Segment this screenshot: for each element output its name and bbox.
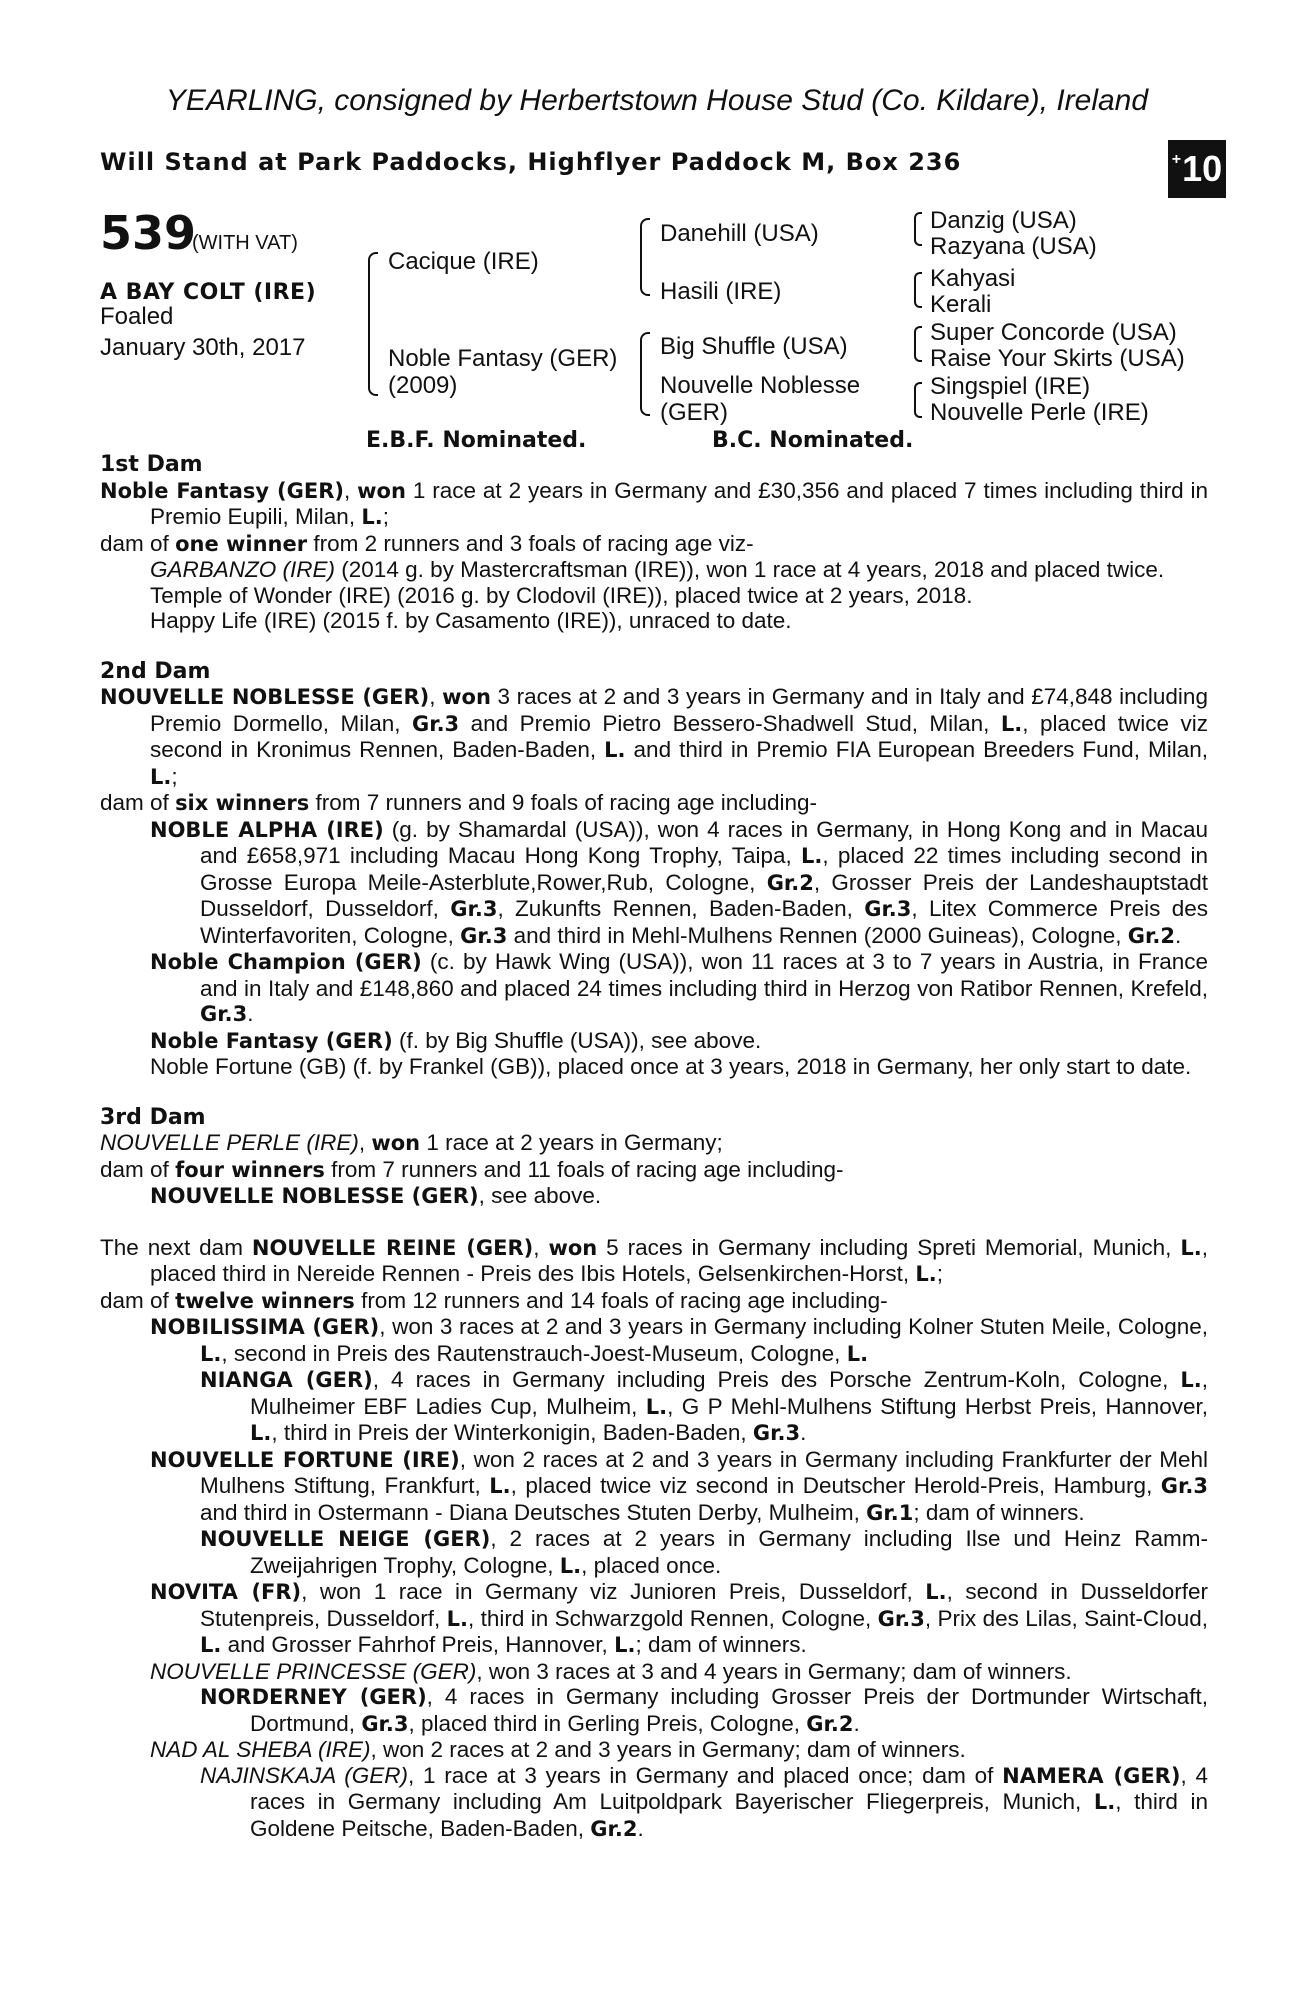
- foaled-date: January 30th, 2017: [100, 334, 306, 361]
- text: (f. by Big Shuffle (USA)), see above.: [398, 1027, 762, 1053]
- text: , third in Preis der Winterkonigin, Baden-Baden,: [271, 1420, 747, 1445]
- produce-entry: [100, 1526, 1208, 1579]
- badge-plus: +: [1171, 151, 1182, 168]
- ebf-nominated: E.B.F. Nominated.: [366, 428, 587, 453]
- text: , third in Schwarzgold Rennen, Cologne,: [467, 1605, 872, 1631]
- pedigree-dds: Singspiel (IRE): [930, 373, 1091, 400]
- produce-entry: [100, 1763, 1208, 1843]
- won-label: won: [548, 1235, 598, 1260]
- text: dam of: [100, 530, 169, 556]
- text: , G P Mehl-Mulhens Stiftung Herbst Preis, Hannover,: [667, 1393, 1208, 1419]
- text: , see above.: [478, 1183, 602, 1208]
- pedigree-sire: Cacique (IRE): [388, 248, 539, 275]
- listed-tag: L.: [846, 1341, 869, 1366]
- pedigree-sds: Kahyasi: [930, 265, 1016, 292]
- produce-entry: [100, 1183, 1208, 1210]
- bc-nominated: B.C. Nominated.: [712, 428, 914, 453]
- listed-tag: L.: [800, 844, 823, 868]
- winners-count: four winners: [175, 1157, 325, 1182]
- text: ;: [936, 1261, 943, 1286]
- won-label: won: [357, 478, 406, 503]
- grade-tag: Gr.3: [1160, 1474, 1208, 1498]
- produce-entry: [100, 1684, 1208, 1737]
- listed-tag: L.: [915, 1262, 937, 1286]
- grade-tag: Gr.2: [590, 1816, 638, 1841]
- text: , placed third in Gerling Preis, Cologne,: [408, 1710, 800, 1736]
- grade-tag: Gr.3: [864, 897, 912, 921]
- pedigree-dsd: Raise Your Skirts (USA): [930, 345, 1185, 372]
- horse-name: NOBILISSIMA (GER): [150, 1315, 380, 1339]
- text: , won 1 race in Germany viz Junioren Preis, Dusseldorf,: [301, 1579, 913, 1604]
- horse-name: NOBLE ALPHA (IRE): [150, 817, 384, 842]
- horse-name: NAMERA (GER): [1002, 1763, 1181, 1788]
- pedigree-bracket-ds: [914, 326, 922, 362]
- text: dam of: [100, 1156, 169, 1182]
- horse-name: NAJINSKAJA (GER): [200, 1762, 408, 1788]
- third-dam-name: NOUVELLE PERLE (IRE): [100, 1130, 359, 1155]
- produce-entry: Temple of Wonder (IRE) (2016 g. by Clodovil (IRE)), placed twice at 2 years, 2018.: [150, 582, 973, 608]
- second-dam-produce-summary: [100, 790, 1208, 817]
- produce-entry: [100, 1314, 1208, 1367]
- pedigree-ddd: Nouvelle Perle (IRE): [930, 399, 1149, 426]
- pedigree-sdd: Kerali: [930, 291, 992, 318]
- text: and third in Mehl-Mulhens Rennen (2000 Guineas), Cologne,: [513, 922, 1122, 948]
- pedigree-dam: Noble Fantasy (GER): [388, 345, 618, 372]
- text: 1 race at 2 years in Germany;: [426, 1130, 723, 1155]
- text: The next dam: [100, 1234, 243, 1260]
- text: , won 2 races at 2 and 3 years in Germany; dam of winners.: [370, 1737, 966, 1762]
- winners-count: one winner: [175, 531, 308, 556]
- foaled-label: Foaled: [100, 303, 174, 330]
- produce-entry: [100, 1659, 1208, 1685]
- first-dam-record: Noble Fantasy (GER), won 1 race at 2 years in Germany and £30,356 and placed 7 times including third in Premio Eupili, Milan, L.;: [100, 477, 1208, 529]
- pedigree-sire-dam: Hasili (IRE): [660, 278, 782, 305]
- text: and third in Ostermann - Diana Deutsches Stuten Derby, Mulheim,: [200, 1499, 860, 1525]
- text: , Grosser Preis der Landeshauptstadt Dusseldorf, Dusseldorf,: [200, 869, 1208, 921]
- winners-count: twelve winners: [175, 1288, 355, 1313]
- second-dam-name: NOUVELLE NOBLESSE (GER): [100, 685, 430, 709]
- produce-entry: [100, 1028, 1208, 1055]
- produce-entry: [100, 1579, 1208, 1659]
- text: 3 races at 2 and 3 years in Germany and in Italy and £74,848 including Premio Dormello, Milan,: [150, 684, 1208, 736]
- pedigree-bracket-dd: [914, 382, 922, 418]
- second-dam-heading: 2nd Dam: [100, 658, 211, 684]
- horse-name: NOUVELLE NEIGE (GER): [200, 1527, 491, 1551]
- horse-name: NORDERNEY (GER): [200, 1685, 427, 1709]
- pedigree-bracket-sd: [914, 272, 922, 308]
- listed-tag: L.: [925, 1580, 947, 1604]
- next-dam-record: The next dam NOUVELLE REINE (GER), won 5 races in Germany including Spreti Memorial, Munich, L., placed third in Nereide Rennen - Preis des Ibis Hotels, Gelsenkirchen-Horst, L.;: [100, 1234, 1208, 1286]
- horse-name: NIANGA (GER): [200, 1368, 373, 1392]
- produce-entry: [100, 1367, 1208, 1447]
- text: , Prix des Lilas, Saint-Cloud,: [924, 1605, 1208, 1631]
- text: (c. by Hawk Wing (USA)), won 11 races at 3 to 7 years in Austria, in France and in Italy and £148,860 and placed 24 times including third in Herzog von Ratibor Rennen, Krefeld,: [200, 949, 1208, 1001]
- text: .: [853, 1710, 860, 1736]
- pedigree-bracket-main: [368, 252, 378, 396]
- text: , 2 races at 2 years in Germany including Ilse und Heinz Ramm-Zweijahrigen Trophy, Cologne,: [250, 1526, 1208, 1578]
- horse-name: NAD AL SHEBA (IRE): [150, 1737, 371, 1762]
- listed-tag: L.: [1180, 1235, 1202, 1260]
- listed-tag: L.: [200, 1633, 222, 1657]
- horse-name: NOVITA (FR): [150, 1580, 302, 1604]
- listed-tag: L.: [150, 764, 172, 789]
- text: , placed once.: [581, 1552, 722, 1578]
- grade-tag: Gr.2: [766, 870, 814, 895]
- pedigree-dam-dam-country: (GER): [660, 399, 728, 426]
- listed-tag: L.: [250, 1421, 272, 1445]
- text: , won 3 races at 3 and 4 years in Germany; dam of winners.: [476, 1658, 1072, 1684]
- text: (g. by Shamardal (USA)), won 4 races in Germany, in Hong Kong and in Macau and £658,971 including Macau Hong Kong Trophy, Taipa,: [200, 816, 1208, 868]
- listed-tag: L.: [200, 1341, 222, 1366]
- grade-tag: Gr.2: [1127, 923, 1175, 948]
- grade-tag: Gr.3: [752, 1421, 801, 1445]
- text: and Premio Pietro Bessero-Shadwell Stud, Milan,: [470, 710, 990, 736]
- pedigree-dss: Super Concorde (USA): [930, 319, 1177, 346]
- grade-tag: Gr.3: [460, 923, 508, 948]
- pedigree-sss: Danzig (USA): [930, 207, 1077, 234]
- text: , second in Preis des Rautenstrauch-Joest-Museum, Cologne,: [221, 1340, 841, 1366]
- produce-entry: Noble Fortune (GB) (f. by Frankel (GB)), placed once at 3 years, 2018 in Germany, her only start to date.: [150, 1054, 1192, 1079]
- grade-tag: Gr.3: [200, 1002, 248, 1026]
- grade-tag: Gr.1: [866, 1500, 914, 1525]
- text: , won 3 races at 2 and 3 years in Germany including Kolner Stuten Meile, Cologne,: [379, 1314, 1208, 1339]
- grade-tag: Gr.3: [450, 897, 498, 921]
- text: 1 race at 2 years in Germany and £30,356 and placed 7 times including third in Premio Eupili, Milan,: [150, 477, 1208, 529]
- produce-entry: [100, 1737, 1208, 1763]
- next-dam-produce-summary: [100, 1288, 1208, 1315]
- stand-location: Will Stand at Park Paddocks, Highflyer Paddock M, Box 236: [100, 148, 962, 176]
- horse-name: Noble Fantasy (GER): [150, 1028, 393, 1053]
- text: and Grosser Fahrhof Preis, Hannover,: [227, 1632, 608, 1657]
- listed-tag: L.: [361, 505, 383, 529]
- pedigree-bracket-dam: [640, 332, 650, 416]
- pedigree-dam-dam: Nouvelle Noblesse: [660, 372, 861, 399]
- text: ;: [171, 763, 178, 789]
- first-dam-produce-summary: [100, 531, 1208, 558]
- produce-entry: [100, 1447, 1208, 1527]
- catalogue-body: [100, 452, 1208, 1842]
- text: .: [637, 1815, 644, 1841]
- text: from 7 runners and 11 foals of racing age including-: [331, 1156, 844, 1182]
- text: , 4 races in Germany including Am Luitpoldpark Bayerischer Fliegerpreis, Munich,: [250, 1762, 1208, 1814]
- next-dam-name: NOUVELLE REINE (GER): [251, 1235, 534, 1260]
- grade-tag: Gr.2: [806, 1711, 854, 1736]
- listed-tag: L.: [559, 1553, 582, 1578]
- lot-badge: [1168, 140, 1226, 198]
- third-dam-produce-summary: [100, 1157, 1208, 1184]
- winners-count: six winners: [175, 791, 310, 815]
- first-dam-name: Noble Fantasy (GER): [100, 478, 344, 503]
- horse-name: NOUVELLE FORTUNE (IRE): [150, 1447, 460, 1472]
- text: , placed twice viz second in Deutscher Herold-Preis, Hamburg,: [510, 1473, 1153, 1498]
- third-dam-record: NOUVELLE PERLE (IRE), won 1 race at 2 years in Germany;: [100, 1130, 723, 1155]
- listed-tag: L.: [446, 1606, 468, 1631]
- first-dam-heading: 1st Dam: [100, 452, 203, 477]
- produce-entry: [100, 817, 1208, 950]
- grade-tag: Gr.3: [411, 711, 460, 736]
- pedigree-bracket-sire: [640, 218, 650, 296]
- pedigree-dam-sire: Big Shuffle (USA): [660, 333, 848, 360]
- grade-tag: Gr.3: [361, 1711, 409, 1736]
- horse-name: NOUVELLE NOBLESSE (GER): [150, 1184, 479, 1208]
- text: , Litex Commerce Preis des Winterfavoriten, Cologne,: [200, 896, 1208, 948]
- badge-number: 10: [1182, 148, 1223, 189]
- text: , 4 races in Germany including Grosser Preis der Dortmunder Wirtschaft, Dortmund,: [250, 1684, 1209, 1736]
- won-label: won: [442, 685, 491, 709]
- text: (2014 g. by Mastercraftsman (IRE)), won 1 race at 4 years, 2018 and placed twice.: [341, 557, 1165, 582]
- text: , placed third in Nereide Rennen - Preis des Ibis Hotels, Gelsenkirchen-Horst,: [150, 1234, 1208, 1286]
- text: dam of: [100, 790, 169, 815]
- listed-tag: L.: [645, 1394, 668, 1419]
- horse-name: GARBANZO (IRE): [150, 557, 336, 582]
- lot-number: 539: [100, 206, 197, 260]
- third-dam-heading: 3rd Dam: [100, 1104, 206, 1130]
- listed-tag: L.: [614, 1633, 636, 1657]
- text: , placed 22 times including second in Grosse Europa Meile-Asterblute,Rower,Rub, Cologne,: [200, 843, 1208, 895]
- second-dam-record: NOUVELLE NOBLESSE (GER), won 3 races at 2 and 3 years in Germany and in Italy and £74,848 including Premio Dormello, Milan, Gr.3 and Premio Pietro Bessero-Shadwell Stud, Milan, L., placed twice viz second in Kronimus Rennen, Baden-Baden, L. and third in Premio FIA European Breeders Fund, Milan, L.;: [100, 684, 1208, 789]
- pedigree-ssd: Razyana (USA): [930, 233, 1097, 260]
- text: dam of: [100, 1287, 169, 1313]
- won-label: won: [371, 1131, 421, 1155]
- listed-tag: L.: [1093, 1790, 1116, 1814]
- pedigree-dam-year: (2009): [388, 372, 458, 399]
- pedigree-bracket-ss: [914, 212, 922, 246]
- text: from 2 runners and 3 foals of racing age viz-: [313, 530, 754, 556]
- horse-name: NOUVELLE PRINCESSE (GER): [150, 1658, 477, 1684]
- grade-tag: Gr.3: [877, 1606, 925, 1631]
- text: , Zukunfts Rennen, Baden-Baden,: [497, 896, 853, 921]
- produce-entry: Happy Life (IRE) (2015 f. by Casamento (IRE)), unraced to date.: [150, 608, 792, 633]
- vat-label: (WITH VAT): [192, 232, 298, 254]
- produce-entry: [100, 949, 1208, 1028]
- text: , 1 race at 3 years in Germany and placed once; dam of: [407, 1762, 994, 1788]
- listed-tag: L.: [1180, 1368, 1202, 1392]
- text: ; dam of winners.: [635, 1632, 807, 1657]
- listed-tag: L.: [489, 1474, 511, 1498]
- lot-title: A BAY COLT (IRE): [100, 280, 317, 305]
- horse-name: Noble Champion (GER): [150, 950, 422, 974]
- text: .: [1174, 922, 1182, 948]
- text: , second in Dusseldorfer Stutenpreis, Dusseldorf,: [200, 1579, 1208, 1631]
- produce-entry: [100, 557, 1208, 583]
- text: 5 races in Germany including Spreti Memorial, Munich,: [606, 1234, 1172, 1260]
- text: .: [800, 1420, 807, 1445]
- listed-tag: L.: [1000, 711, 1023, 736]
- listed-tag: L.: [604, 738, 626, 762]
- text: .: [247, 1001, 254, 1026]
- text: , won 2 races at 2 and 3 years in Germany including Frankfurter der Mehl Mulhens Stiftung, Frankfurt,: [200, 1446, 1208, 1498]
- text: , placed twice viz second in Kronimus Rennen, Baden-Baden,: [150, 710, 1208, 762]
- page-title: YEARLING, consigned by Herbertstown House Stud (Co. Kildare), Ireland: [165, 84, 1149, 117]
- text: ;: [382, 504, 389, 529]
- text: from 7 runners and 9 foals of racing age including-: [315, 790, 818, 815]
- text: , Mulheimer EBF Ladies Cup, Mulheim,: [250, 1367, 1208, 1419]
- text: and third in Premio FIA European Breeders Fund, Milan,: [633, 737, 1208, 762]
- text: from 12 runners and 14 foals of racing age including-: [361, 1287, 888, 1313]
- text: , third in Goldene Peitsche, Baden-Baden,: [250, 1789, 1208, 1841]
- text: , 4 races in Germany including Preis des Porsche Zentrum-Koln, Cologne,: [372, 1367, 1169, 1392]
- pedigree-sire-sire: Danehill (USA): [660, 220, 819, 247]
- text: ; dam of winners.: [913, 1499, 1085, 1525]
